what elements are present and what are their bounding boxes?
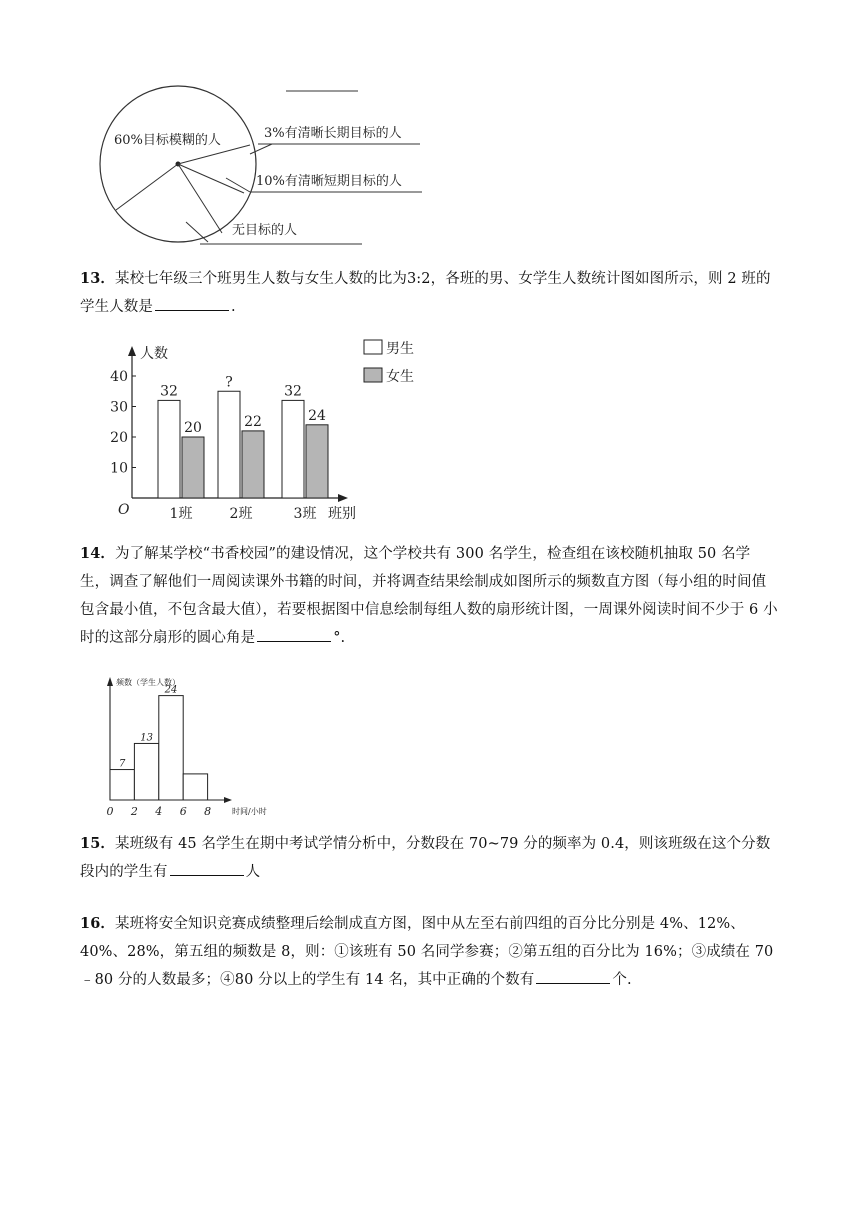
label-long-term: 3%有清晰长期目标的人 (264, 126, 402, 141)
y-tick-label: 40 (110, 369, 128, 385)
histogram-bar (183, 774, 207, 800)
category-label: 1班 (169, 506, 193, 522)
histogram-x-tick-label: 0 (106, 805, 114, 818)
girls-bar-label: 24 (308, 407, 326, 424)
question-text: 某班将安全知识竞赛成绩整理后绘制成直方图，图中从左至右前四组的百分比分别是 4%、12%、40%、28%，第五组的频数是 8，则：①该班有 50 名同学参赛；②第五组的百分比为 16%；③成绩在 70﹣80 分的人数最多；④80 分以上的学生有 14 名，其中正确的个数有 (80, 916, 774, 988)
boys-bar-label: ? (225, 374, 233, 391)
pie-radius-left (116, 164, 178, 210)
label-short-term: 10%有清晰短期目标的人 (256, 174, 402, 189)
histogram-x-tick-label: 6 (179, 805, 187, 818)
girls-bar (182, 437, 204, 498)
histogram-bar-label: 24 (164, 684, 178, 696)
y-tick-label: 10 (110, 460, 128, 477)
question-15 (80, 830, 778, 886)
legend-girls-swatch (364, 368, 382, 382)
histogram-bar (159, 696, 183, 800)
histogram-bar (110, 770, 134, 800)
histogram-bar (134, 743, 158, 800)
question-text-end: 个. (612, 972, 632, 988)
histogram-x-tick-label: 2 (130, 805, 138, 818)
category-label: 2班 (229, 506, 253, 522)
leader-line-none (186, 222, 208, 242)
legend-boys-swatch (364, 340, 382, 354)
pie-radius-lower (178, 164, 244, 193)
pie-figure (100, 82, 430, 254)
histogram-x-tick-label: 4 (155, 805, 163, 818)
category-label: 3班 (293, 506, 317, 522)
histogram-x-tick-label: 8 (204, 805, 212, 818)
girls-bar (242, 431, 264, 498)
hist-y-title: 频数（学生人数） (116, 678, 180, 687)
legend-girls-label: 女生 (386, 369, 414, 385)
girls-bar-label: 20 (184, 420, 202, 436)
question-16 (80, 910, 778, 994)
y-axis-title: 人数 (140, 346, 168, 362)
reading-time-histogram (100, 672, 290, 822)
question-text-end: 人 (245, 864, 261, 880)
question-13 (80, 265, 778, 321)
label-vague: 60%目标模糊的人 (114, 133, 221, 148)
question-14 (80, 540, 778, 652)
class-bar-chart (112, 332, 432, 522)
question-text: 某班级有 45 名学生在期中考试学情分析中，分数段在 70~79 分的频率为 0.4，则该班级在这个分数段内的学生有 (80, 836, 771, 880)
y-tick-label: 30 (110, 399, 128, 416)
question-text: 某校七年级三个班男生人数与女生人数的比为3:2，各班的男、女学生人数统计图如图所示，则 2 班的学生人数是 (80, 271, 771, 315)
question-number: 16． (80, 915, 115, 932)
boys-bar (218, 391, 240, 498)
answer-blank[interactable] (155, 294, 229, 311)
boys-bar (158, 400, 180, 498)
boys-bar (282, 400, 304, 498)
question-number: 14． (80, 545, 115, 562)
histogram-bar-label: 7 (119, 758, 126, 770)
boys-bar-label: 32 (284, 383, 302, 400)
hist-x-title: 时间/小时 (232, 807, 267, 816)
question-text: 为了解某学校“书香校园”的建设情况，这个学校共有 300 名学生，检查组在该校随机抽取 50 名学生，调查了解他们一周阅读课外书籍的时间，并将调查结果绘制成如图所示的频数直方图（每小组的时间值包含最小值，不包含最大值），若要根据图中信息绘制每组人数的扇形统计图，一周课外阅读时间不少于 6 小时的这部分扇形的圆心角是 (80, 546, 778, 646)
y-tick-label: 20 (110, 430, 128, 446)
question-number: 13． (80, 270, 115, 287)
question-text-end: . (231, 299, 236, 315)
answer-blank[interactable] (257, 625, 331, 642)
answer-blank[interactable] (536, 967, 610, 984)
girls-bar (306, 425, 328, 498)
question-number: 15． (80, 835, 115, 852)
legend-boys-label: 男生 (386, 341, 414, 357)
label-none: 无目标的人 (232, 223, 298, 238)
boys-bar-label: 32 (160, 383, 178, 400)
question-text-end: °. (333, 630, 346, 646)
pie-radius-bottom (178, 164, 222, 233)
origin-label: O (118, 502, 130, 518)
answer-blank[interactable] (170, 859, 244, 876)
histogram-bar-label: 13 (140, 732, 153, 744)
girls-bar-label: 22 (244, 413, 262, 430)
x-axis-title: 班别 (328, 506, 356, 522)
